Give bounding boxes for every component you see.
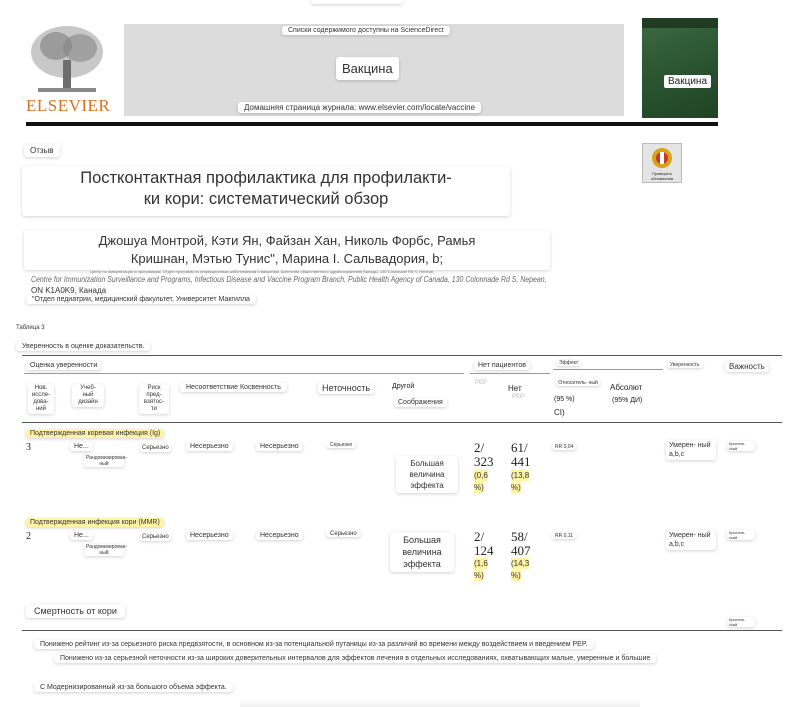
row2-pep-pct: (1,6 xyxy=(474,559,488,568)
header-absolute-ci: (95% ДИ) xyxy=(612,397,643,404)
row1-indirectness: Несерьезно xyxy=(256,442,303,451)
journal-cover xyxy=(642,18,718,118)
header-relative: Относитель- ный xyxy=(556,380,600,386)
row2-outcome: Подтвержденная инфекция кори (MMR) xyxy=(26,518,164,527)
publisher-name: ELSEVIER xyxy=(26,96,111,115)
header-no: Нет xyxy=(508,384,522,393)
row2-no-n: 58/ xyxy=(511,529,528,544)
row2-no-end: %) xyxy=(511,571,521,580)
header-ci-close: CI) xyxy=(554,408,565,417)
row2-indirectness: Несерьезно xyxy=(256,531,303,540)
row2-relative: RR 0,11 xyxy=(552,533,576,539)
footnote-b: Понижено из-за серьезной неточности из-за широких доверительных интервалов для эффектов лечения в отдельных исследованиях, охватывающих малые, умеренные и большие xyxy=(54,654,656,663)
footnote-c: С Модернизированный из-за большого объема эффекта. xyxy=(34,683,233,692)
row1-no-end: %) xyxy=(511,483,521,492)
header-pep: PEP xyxy=(475,380,488,386)
row2-design: Не... xyxy=(70,531,93,540)
table-caption: Уверенность в оценке доказательств. xyxy=(16,342,150,351)
header-certainty-assessment: Оценка уверенности xyxy=(26,361,101,370)
crossmark-label: Проверить обновления xyxy=(650,171,674,181)
journal-name: Вакцина xyxy=(336,57,399,80)
table-label: Таблица 3 xyxy=(16,325,45,331)
row1-imprecision: Серьезно xyxy=(326,442,356,448)
page-bottom-ghost xyxy=(240,699,640,707)
elsevier-tree-icon xyxy=(26,22,108,96)
row1-pep-d: 323 xyxy=(474,454,494,469)
row1-n-studies: 3 xyxy=(26,442,31,453)
row2-n-studies: 2 xyxy=(26,531,31,542)
journal-homepage-link[interactable]: Домашняя страница журнала: www.elsevier.com/locate/vaccine xyxy=(238,102,481,113)
row1-other: Большая величина эффекта xyxy=(396,456,458,493)
row2-design-sub: Рандомизирован- ный xyxy=(86,544,128,556)
contents-note: Списки содержимого доступны на ScienceDirect xyxy=(282,26,450,35)
header-rule xyxy=(26,122,718,126)
top-tab-stub xyxy=(312,0,402,4)
header-n-studies: Нов. иссле- дова- ний xyxy=(28,384,54,414)
author-list xyxy=(24,230,550,270)
row2-pep-end: %) xyxy=(474,571,484,580)
row2-risk: Серьезно xyxy=(142,534,169,540)
row2-pep-n: 2/ xyxy=(474,529,485,544)
header-other-2: Соображения xyxy=(394,398,447,407)
row1-no-d: 441 xyxy=(511,454,531,469)
row2-imprecision: Серьезно xyxy=(326,531,361,537)
affiliation-line: Centre for Immunization Surveillance and Programs, Infectious Disease and Vaccine Program Branch, Public Health Agency of Canada, 130 Colonnade Rd S, Nepean, xyxy=(31,275,547,284)
mortality-importance: Критиче- ский xyxy=(727,617,755,627)
row1-pep-pct: (0,6 xyxy=(474,471,488,480)
elsevier-logo xyxy=(26,22,111,118)
mortality-outcome: Смертность от кори xyxy=(26,604,125,618)
row2-pep-d: 124 xyxy=(474,543,494,558)
row1-certainty: Умерен- ный a,b,c xyxy=(666,440,716,460)
row2-other: Большая величина эффекта xyxy=(390,532,454,572)
header-imprecision: Неточность xyxy=(318,382,374,394)
header-risk-of-bias: Риск пред- взятос- ти xyxy=(139,384,169,414)
row1-pep-end: %) xyxy=(474,483,484,492)
row1-pep-n: 2/ xyxy=(474,440,485,455)
crossmark-icon xyxy=(643,144,681,170)
article-type: Отзыв xyxy=(24,144,60,157)
header-bottom-rule xyxy=(22,422,782,423)
cover-title: Вакцина xyxy=(664,75,711,88)
article-title xyxy=(22,166,510,216)
header-study-design: Учеб- ный дизайн xyxy=(72,384,104,407)
header-no-pep: PEP xyxy=(512,394,525,400)
title-line-2: ки кори: систематический обзор xyxy=(143,190,389,208)
title-line-1: Постконтактная профилактика для профилакти- xyxy=(80,169,452,187)
row1-inconsistency: Несерьезно xyxy=(186,442,233,451)
header-importance: Важность xyxy=(725,361,769,372)
header-relative-ci: (95 %) xyxy=(554,396,575,403)
table-bottom-rule xyxy=(22,630,782,631)
authors-line-2: Кришнан, Мэтью Тунис", Марина I. Сальвадория, b; xyxy=(130,251,444,266)
row1-design: Не... xyxy=(70,442,93,451)
row2-certainty: Умерен- ный a,b,c xyxy=(666,530,716,550)
authors-line-1: Джошуа Монтрой, Кэти Ян, Файзан Хан, Николь Форбс, Рамья xyxy=(98,233,476,248)
affiliation-b: "Отдел педиатрии, медицинский факультет, Университет Макгилла xyxy=(26,295,256,304)
table-top-rule xyxy=(22,355,782,356)
row2-inconsistency: Несерьезно xyxy=(186,531,233,540)
row1-no-pct: (13,8 xyxy=(511,471,530,480)
row1-relative: RR 0,04 xyxy=(552,444,576,450)
header-effect: Эффект xyxy=(556,360,581,366)
row1-risk: Серьезно xyxy=(142,445,169,451)
affiliation-tiny: Центр по иммунизации и программам, Отдел программ по инфекционным заболеваниям и вакцинам, Агентство общественного здравоохранения Канады, 130 Colonnade Rd S, Непеан, xyxy=(90,269,435,274)
row2-no-pct: (14,3 xyxy=(511,559,530,568)
row1-design-sub: Рандомизирован- ный xyxy=(86,455,128,467)
row2-importance: Критиче- ский xyxy=(727,530,755,540)
header-patients: Нет пациентов xyxy=(474,361,530,370)
row1-importance: Критиче- ский xyxy=(727,441,755,451)
crossmark-badge[interactable] xyxy=(642,143,682,183)
header-certainty: Уверенность xyxy=(667,362,703,368)
footnote-a: Понижено рейтинг из-за серьезного риска предвзятости, в основном из-за потенциальной путаницы из-за различий во времени между воздействием и введением PEP. xyxy=(34,640,594,649)
row1-outcome: Подтвержденная коревая инфекция (Ig) xyxy=(26,429,164,438)
header-absolute: Абсолют xyxy=(610,383,643,392)
affiliation-city: ON K1A0K9, Канада xyxy=(31,286,107,295)
header-other-1: Другой xyxy=(392,383,415,390)
row1-no-n: 61/ xyxy=(511,440,528,455)
header-inconsistency-indirectness: Несоответствие Косвенность xyxy=(180,383,287,392)
row2-no-d: 407 xyxy=(511,543,531,558)
